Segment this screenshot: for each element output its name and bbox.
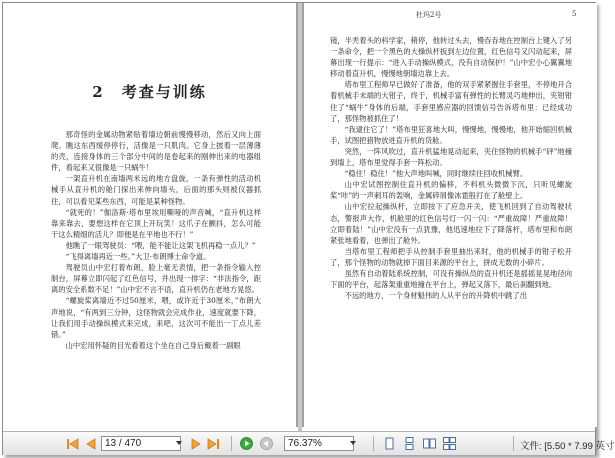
go-forward-button[interactable] — [239, 436, 253, 451]
paragraph: 镜，半秃着头的科学家，稍停，他转过头去，慢吞吞地在控制台上键入了另一条命令，把一个黑色的大操纵杆扳到左边位置，红色信号又闪动起来，屏幕出现一行提示：“进入手动操纵模式，没有自动保护！”山中宏小心翼翼地移动着直升机，慢慢地朝墙边靠上去。 — [330, 36, 572, 79]
previous-page-icon — [85, 438, 96, 450]
paragraph: 山中宏拉起操纵杆，立即按下了应急开关，使飞机回到了自动驾驶状态，警报声大作，机舱里的红色信号灯一闪一闪：“严重故障！严重故障！立即着陆！”山中宏没有一点犹豫，他迅速地拉下了降落杆，塔布里和布朗紧张地看着，也弹出了舱外。 — [330, 202, 572, 245]
paragraph: “就死的！”伽洛斯·塔布里埃用嘶哑的声音喊，“直升机这样靠来靠去，要想这样在它顶上开玩笑！这爪子在颤抖，怎么可能干这么精细的活儿？即便是在平地也不行！” — [51, 207, 261, 239]
next-page-icon — [191, 438, 202, 450]
two-page-viewport[interactable] — [3, 3, 595, 431]
first-page-button[interactable] — [65, 436, 79, 451]
toolbar-separator — [513, 436, 514, 451]
paragraph: 当塔布里工程师把手从控制手套里抽出来时，他的机械手的钳子松开了，那个怪物的动物就掉下面目来源的平台上，拼成无数的小碎片。 — [330, 246, 572, 267]
play-back-icon — [260, 437, 273, 450]
facing-pages-view-icon[interactable] — [423, 437, 436, 450]
first-page-icon — [66, 438, 79, 450]
continuous-facing-view-icon[interactable] — [443, 437, 456, 450]
paragraph: “螺旋桨离墙近不过50厘米，喂，或许近于30厘米，”布朗大声地说，“有两到三分钟，这怪物就会完成作业，速度就要下降，让我们用手动操纵模式来完成，来吧，这次可不能出一丁点儿差错。” — [51, 296, 261, 339]
zoom-dropdown-icon[interactable] — [348, 437, 358, 449]
single-page-view-icon[interactable] — [383, 437, 396, 450]
paragraph: 一架直升机在南墙两米远的地方盘旋，一条有弹性的活动机械手从直升机的舱门探出来伸向墙头，后面的那头则被仪器抓住，可以看见某些东西，可能是某种怪物。 — [51, 174, 261, 206]
previous-page-button[interactable] — [83, 436, 97, 451]
paragraph: 突然，一阵风吹过，直升机猛地晃动起来，夹住怪物的机械手“砰”地撞到墙上，塔布里觉得手套一阵松动。 — [330, 146, 572, 168]
paragraph: 不远的地方，一个身材魁伟的人从平台的升降机中跳了出 — [344, 291, 528, 301]
paragraph: “稳住！稳住！”他大声地叫喊，同时继续往回收机械臂。 — [344, 169, 528, 179]
paragraph: “飞得离墙再近一些。”大卫·布朗博士命令道。 — [65, 252, 211, 262]
document-size-status: 文件: [5.50 * 7.99 英寸 — [520, 441, 615, 452]
continuous-view-icon[interactable] — [403, 437, 416, 450]
left-page-body — [51, 129, 261, 351]
last-page-icon — [207, 438, 220, 450]
page-number-value: 13 / 470 — [105, 438, 142, 449]
toolbar-separator — [373, 436, 374, 451]
paragraph: 他瞧了一眼驾驶员：“喂，能不能让这架飞机再稳一点儿？” — [65, 240, 256, 250]
paragraph: 虽然有自动着陆系统控制，可没有操纵员的直升机还是摇摇晃晃地径向下面的平台，起落架重重地撞在平台上，弹起又落下，最后刹翻到地。 — [330, 268, 572, 290]
page-number-field[interactable] — [101, 436, 181, 451]
right-page — [302, 3, 597, 427]
zoom-field[interactable] — [284, 436, 354, 451]
page-dropdown-icon[interactable] — [174, 437, 184, 449]
play-forward-icon — [240, 437, 253, 450]
paragraph: 驾驶员山中宏打着布朗，脸上毫无表情，把一条指令输入控制台，屏幕立即闪起了红色信号，并出现一排字：“非法指令，距离的安全系数不足！”山中宏不言不语，直升机仍在老地方晃悠。 — [51, 263, 261, 295]
chapter-title: 2 考查与训练 — [92, 83, 207, 101]
page-number: 5 — [572, 10, 577, 18]
paragraph: 塔布里工程师早已做好了准备，他的双手紧紧握住手套里，不停地开合着机械手末端的大钳子，终于，机械手富有弹性的长臂灵巧地伸出，夹钳钳住了“蜗牛”身体的后端，手套里感应器的回馈信号告诉塔布里：已经成功了，那怪物被抓住了！ — [330, 80, 572, 123]
zoom-value: 76.37% — [288, 438, 322, 449]
running-title: 杜玛2号 — [416, 11, 442, 19]
document-viewer-window — [2, 2, 615, 455]
paragraph: 山中宏用怀疑的目光看着这个坐在自己身后戴着一副眼 — [65, 340, 241, 350]
next-page-button[interactable] — [189, 436, 203, 451]
navigation-toolbar — [3, 431, 615, 455]
right-page-body — [330, 35, 572, 301]
paragraph: 那奇怪的金属动物紧贴着墙边朝前慢慢移动，然后又向上面爬。瞧这东西缓停停行，活像是一只肌肉。它身上披着一层薄薄的壳，连接身体的三个部分中间的是卷起来的刚伸出来的电器组件，看起来又很像是一只蜗牛！ — [51, 130, 261, 173]
last-page-button[interactable] — [206, 436, 220, 451]
left-page — [3, 3, 298, 427]
paragraph: 山中宏试图控制住直升机的偏移，不料机头微微下沉，只听见螺旋桨“咔”的一声刺耳的轰响，金属碎屑像冰雹般打在了舱壁上。 — [330, 180, 572, 201]
paragraph: “我逮住它了！”塔布里狂喜地大叫，慢慢地，慢慢地，他开始缩回机械手，试图把猎物放进直升机的货舱。 — [330, 124, 572, 145]
go-back-button[interactable] — [259, 436, 273, 451]
toolbar-separator — [231, 436, 232, 451]
